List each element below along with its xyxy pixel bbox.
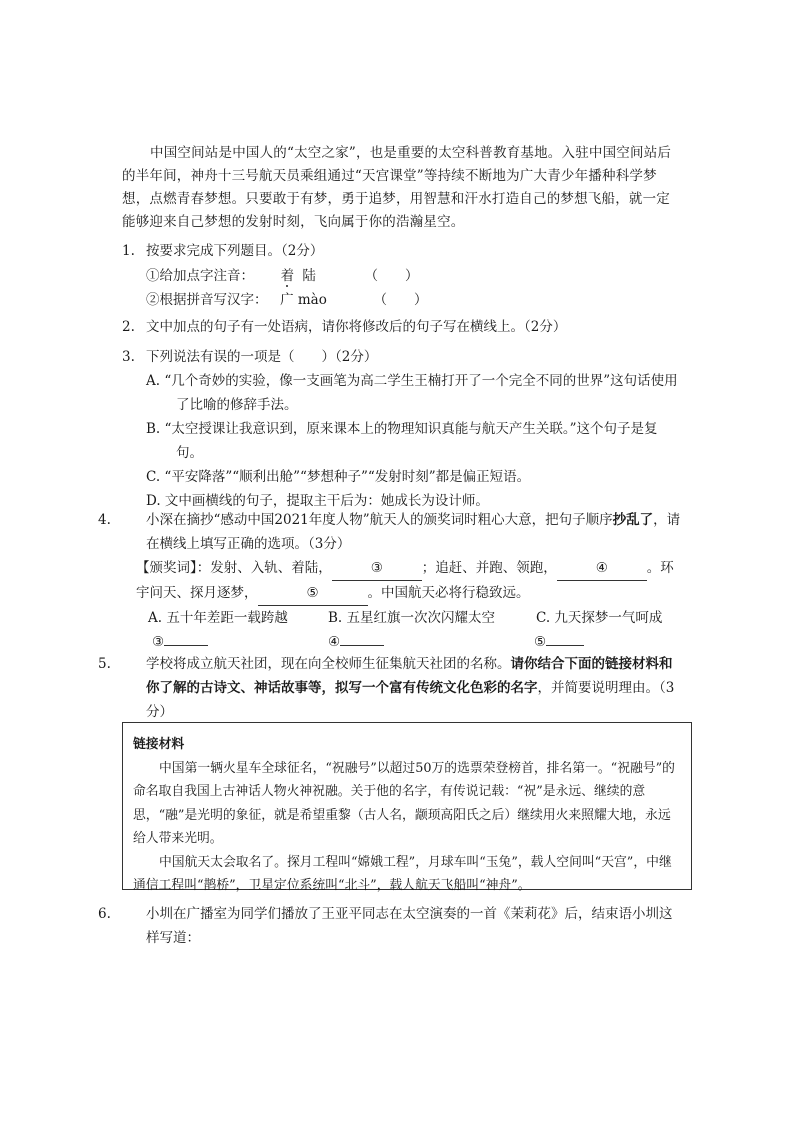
- question-number: 5.: [98, 656, 111, 672]
- blank-5[interactable]: ⑤: [258, 581, 368, 606]
- option-a[interactable]: A. “几个奇妙的实验，像一支画笔为高二学生王楠打开了一个完全不同的世界”这句话使用了比喻的修辞手法。: [146, 373, 678, 413]
- question-number: 2.: [122, 319, 135, 335]
- answer-blank-3[interactable]: [164, 645, 208, 646]
- question-text: 按要求完成下列题目。（2分）: [146, 243, 324, 259]
- award-text: ；追赶、并跑、领跑，: [421, 560, 557, 576]
- award-text: 。中国航天必将行稳致远。: [367, 585, 530, 601]
- question-text-end: ，并简要说明理由。（3分）: [146, 680, 675, 720]
- box-paragraph-2: 中国航天太会取名了。探月工程叫“嫦娥工程”，月球车叫“玉兔”，载人空间叫“天宫”，中继通信工程叫“鹊桥”，卫星定位系统叫“北斗”，载人航天飞船叫“神舟”。: [133, 854, 672, 893]
- answer-label-3: ③: [152, 634, 165, 650]
- blank-3[interactable]: ③: [332, 556, 422, 581]
- question-5: [98, 652, 682, 724]
- box-paragraph-1: 中国第一辆火星车全球征名，“祝融号”以超过50万的选票荣登榜首，排名第一。“祝融号”的命名取自我国上古神话人物火神祝融。关于他的名字，有传说记载：“祝”是永远、继续的意思，“融”是光明的象征，就是希望重黎（古人名，颛顼高阳氏之后）继续用火来照耀大地，永远给人带来光明。: [133, 760, 675, 846]
- answer-paren[interactable]: （ ）: [373, 292, 428, 308]
- question-text: 学校将成立航天社团，现在向全校师生征集航天社团的名称。: [146, 656, 511, 672]
- question-1: [122, 239, 682, 312]
- question-text: 文中加点的句子有一处语病，请你将修改后的句子写在横线上。（2分）: [146, 319, 567, 335]
- question-number: 6.: [98, 906, 111, 922]
- answer-blank-5[interactable]: [546, 645, 584, 646]
- answer-paren[interactable]: （ ）: [364, 268, 419, 284]
- char: 陆: [302, 268, 316, 284]
- question-number: 3.: [122, 349, 135, 365]
- pinyin-word: 广 mào: [280, 292, 327, 308]
- answer-label-5: ⑤: [534, 634, 547, 650]
- option-b[interactable]: B. “太空授课让我意识到，原来课本上的物理知识真能与航天产生关联。”这个句子是复句。: [146, 421, 658, 461]
- question-text: 下列说法有误的一项是（ ）（2分）: [146, 349, 378, 365]
- emphasis-text: 请你结合下面的链接材料和你了解的古诗文、神话故事等，拟写一个富有传统文化色彩的名字: [146, 656, 673, 696]
- option-c[interactable]: C. “平安降落”“顺利出舱”“梦想种子”“发射时刻”都是偏正短语。: [146, 469, 531, 485]
- answer-label-4: ④: [328, 634, 341, 650]
- question-number: 4.: [98, 512, 111, 528]
- question-6: [98, 902, 682, 950]
- blank-4[interactable]: ④: [557, 556, 647, 581]
- box-title: 链接材料: [133, 737, 185, 752]
- emphasis-text: 抄乱了: [612, 512, 654, 528]
- option-b[interactable]: B. 五星红旗一次次闪耀太空: [328, 610, 496, 626]
- question-4: [98, 508, 682, 654]
- question-text: 小圳在广播室为同学们播放了王亚平同志在太空演奏的一首《茉莉花》后，结束语小圳这样写道：: [146, 906, 673, 946]
- dotted-char: 着: [280, 268, 295, 284]
- option-c[interactable]: C. 九天探梦一气呵成: [536, 610, 663, 626]
- question-3: [122, 345, 682, 513]
- award-text: 。环宇问天、探月逐梦，: [136, 560, 674, 601]
- option-d[interactable]: D. 文中画横线的句子，提取主干后为：她成长为设计师。: [146, 493, 489, 509]
- question-text-end: ，请在横线上填写正确的选项。（3分）: [146, 512, 681, 552]
- question-number: 1.: [122, 243, 135, 259]
- answer-blank-4[interactable]: [340, 645, 384, 646]
- hanzi-task-label: ②根据拼音写汉字：: [146, 292, 268, 308]
- intro-paragraph: 中国空间站是中国人的“太空之家”，也是重要的太空科普教育基地。入驻中国空间站后的半年间，神舟十三号航天员乘组通过“天宫课堂”等持续不断地为广大青少年播种科学梦想，点燃青春梦想。只要敢于有梦，勇于追梦，用智慧和汗水打造自己的梦想飞船，就一定能够迎来自己梦想的发射时刻，飞向属于你的浩瀚星空。: [122, 145, 672, 230]
- question-text: 小深在摘抄“感动中国2021年度人物”航天人的颁奖词时粗心大意，把句子顺序: [146, 512, 613, 528]
- link-material-box: [122, 722, 692, 893]
- question-2: [122, 315, 682, 339]
- award-text: 【颁奖词】：发射、入轨、着陆，: [136, 560, 332, 576]
- option-a[interactable]: A. 五十年差距一载跨越: [148, 610, 288, 626]
- pinyin-task-label: ①给加点字注音：: [146, 268, 254, 284]
